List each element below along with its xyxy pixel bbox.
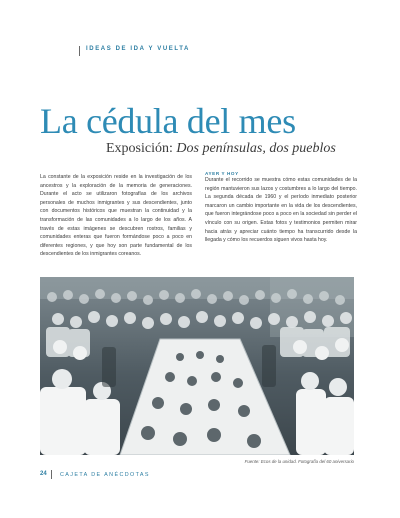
- page-title: La cédula del mes: [40, 101, 296, 141]
- page-number: 24: [40, 471, 47, 477]
- body-column-right: [205, 176, 357, 245]
- subtitle-italic: Dos penínsulas, dos pueblos: [176, 141, 336, 156]
- section-label: IDEAS DE IDA Y VUELTA: [86, 46, 190, 52]
- column-label: AYER Y HOY: [205, 171, 239, 176]
- body-text-left: La constante de la exposición reside en la investigación de los ancestros y la exploración de la memoria de generaciones. Durante el acto se utilizaron fotografías de los archivos personales de muchos inmigrantes y sus descendientes, junto con documentos históricos que muestran la continuidad y la transformación de las comunidades a lo largo de los años. A través de estas imágenes se descubren rostros, familias y comunidades enteras que fueron formándose poco a poco en diferentes regiones, y que hoy son parte fundamental de los descendientes de los inmigrantes coreanos.: [40, 174, 192, 258]
- magazine-name: CAJETA DE ANÉCDOTAS: [60, 472, 150, 478]
- page-subtitle: [106, 141, 336, 157]
- group-photo: [40, 277, 354, 455]
- body-text-right: Durante el recorrido se muestra cómo estas comunidades de la región mantuvieron sus lazos y costumbres a lo largo del tiempo. La segunda década de 1960 y el período inmediato posterior marcaron un cambio importante en la vida de los descendientes, que fueron integrándose poco a poco en la sociedad sin perder el vínculo con su origen. Estas fotos y testimonios permiten mirar hacia atrás y apreciar cuánto tiempo ha transcurrido desde la llegada y cómo los recuerdos siguen vivos hasta hoy.: [205, 177, 357, 244]
- photo-caption: Fuente: Ecos de la unidad. Fotografía del 60 aniversario: [244, 459, 354, 464]
- subtitle-lead: Exposición:: [106, 141, 173, 156]
- footer-divider: [51, 470, 52, 479]
- header-divider: [79, 46, 80, 56]
- body-column-left: [40, 173, 192, 259]
